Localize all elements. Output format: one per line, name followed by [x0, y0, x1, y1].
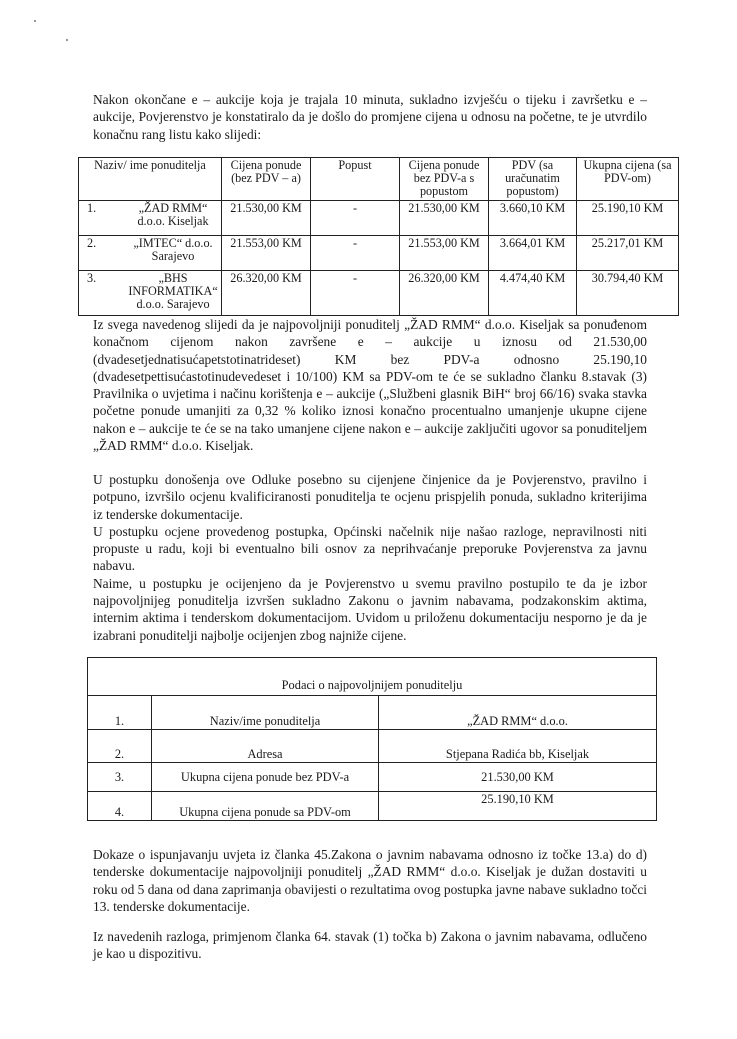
price-cell: 26.320,00 KM [222, 271, 311, 316]
winner-data-table [87, 657, 657, 821]
col-header-discount: Popust [311, 158, 400, 201]
col-header-total: Ukupna cijena (sa PDV-om) [577, 158, 679, 201]
bidder-name: „IMTEC“ d.o.o. Sarajevo [133, 236, 213, 263]
rank-list-table [78, 157, 679, 316]
price-cell: 21.530,00 KM [222, 201, 311, 236]
bidder-name: „ŽAD RMM“ d.o.o. Kiseljak [137, 201, 209, 228]
table-row [88, 696, 657, 730]
row-number: 1. [88, 696, 152, 730]
bidder-cell [79, 201, 222, 236]
row-label: Naziv/ime ponuditelja [152, 696, 379, 730]
total-cell: 30.794,40 KM [577, 271, 679, 316]
facts-paragraph: U postupku donošenja ove Odluke posebno su cijenjene činjenice da je Povjerenstvo, pravilno i potpuno, izvršilo ocjenu kvalificiranosti ponuditelja te ocjenu prispjelih ponuda, sukladno kriterijima iz tenderske dokumentacije. [93, 472, 647, 522]
discount-cell: - [311, 201, 400, 236]
row-label: Adresa [152, 730, 379, 763]
col-header-vat: PDV (sa uračunatim popustom) [489, 158, 577, 201]
row-label: Ukupna cijena ponude bez PDV-a [152, 763, 379, 792]
col-header-discounted-price: Cijena ponude bez PDV-a s popustom [400, 158, 489, 201]
discounted-price-cell: 26.320,00 KM [400, 271, 489, 316]
col-header-bidder: Naziv/ ime ponuditelja [79, 158, 222, 201]
rank-number: 2. [87, 236, 97, 250]
bidder-name: „BHS INFORMATIKA“ d.o.o. Sarajevo [128, 271, 218, 311]
winner-table-title: Podaci o najpovoljnijem ponuditelju [88, 658, 657, 696]
discounted-price-cell: 21.530,00 KM [400, 201, 489, 236]
row-number: 2. [88, 730, 152, 763]
table-row [79, 201, 679, 236]
table-row [88, 763, 657, 792]
bidder-cell [79, 236, 222, 271]
row-label: Ukupna cijena ponude sa PDV-om [152, 792, 379, 821]
row-value: „ŽAD RMM“ d.o.o. [379, 696, 657, 730]
discount-cell: - [311, 271, 400, 316]
row-value: 25.190,10 KM [379, 792, 657, 821]
row-value: Stjepana Radića bb, Kiseljak [379, 730, 657, 763]
namely-paragraph: Naime, u postupku je ocijenjeno da je Povjerenstvo u svemu pravilno postupilo te da je izbor najpovoljnijeg ponuditelja izvršen sukladno Zakonu o javnim nabavama, podzakonskim aktima, internim aktima i tenderskom dokumentacijom. Uvidom u priloženu dokumentaciju nesporno je da je izabrani ponuditelji najbolje ocijenjen zbog najniže cijene. [93, 575, 647, 643]
intro-paragraph: Nakon okončane e – aukcije koja je trajala 10 minuta, sukladno izvješću o tijeku i završetku e – aukcije, Povjerenstvo je konstatiralo da je došlo do promjene cijena u odnosu na početne, te je utvrdilo konačnu rang listu kako slijedi: [93, 92, 647, 142]
rank-number: 3. [87, 271, 97, 285]
evidence-paragraph: Dokaze o ispunjavanju uvjeta iz članka 45.Zakona o javnim nabavama odnosno iz točke 13.a) do d) tenderske dokumentacije najpovoljniji ponuditelj „ŽAD RMM“ d.o.o. Kiseljak je dužan dostaviti u roku od 5 dana od dana zaprimanja obavijesti o rezultatima ovog postupka javne nabave sukladno točci 13. tenderske dokumentacije. [93, 847, 647, 914]
table-row [79, 271, 679, 316]
rank-number: 1. [87, 201, 97, 215]
discount-cell: - [311, 236, 400, 271]
row-number: 3. [88, 763, 152, 792]
vat-cell: 3.660,10 KM [489, 201, 577, 236]
table-row [88, 792, 657, 821]
row-value: 21.530,00 KM [379, 763, 657, 792]
discounted-price-cell: 21.553,00 KM [400, 236, 489, 271]
conclusion-paragraph: Iz svega navedenog slijedi da je najpovoljniji ponuditelj „ŽAD RMM“ d.o.o. Kiseljak sa ponuđenom konačnom cijenom nakon završene e – aukcije u iznosu od 21.530,00 (dvadesetjednatisućapetstotinatrideset) KM bez PDV-a odnosno 25.190,10 (dvadesetpettisućastotinudevedeset i 10/100) KM sa PDV-om te će se sukladno članku 8.stavak (3) Pravilnika o uvjetima i načinu korištenja e – aukcije („Službeni glasnik BiH“ broj 66/16) svaka stavka početne ponude umanjiti za 0,32 % koliko iznosi konačno procentualno umanjenje ukupne cijene nakon e – aukcije te će se na tako umanjene cijene nakon e – aukcije zaključiti ugovor sa ponuditeljem „ŽAD RMM“ d.o.o. Kiseljak. [93, 317, 647, 454]
row-number: 4. [88, 792, 152, 821]
bidder-cell [79, 271, 222, 316]
mayor-paragraph: U postupku ocjene provedenog postupka, Općinski načelnik nije našao razloge, nepravilnosti niti propuste u radu, koji bi eventualno bili osnov za neprihvaćanje preporuke Povjerenstva za javnu nabavu. [93, 523, 647, 574]
price-cell: 21.553,00 KM [222, 236, 311, 271]
winner-table-title-row [88, 658, 657, 696]
reasoning-section [93, 471, 647, 644]
total-cell: 25.217,01 KM [577, 236, 679, 271]
vat-cell: 4.474,40 KM [489, 271, 577, 316]
rank-table-header-row [79, 158, 679, 201]
table-row [88, 730, 657, 763]
scan-speck [34, 20, 36, 22]
vat-cell: 3.664,01 KM [489, 236, 577, 271]
col-header-price: Cijena ponude (bez PDV – a) [222, 158, 311, 201]
scan-speck [66, 39, 68, 41]
total-cell: 25.190,10 KM [577, 201, 679, 236]
final-paragraph: Iz navedenih razloga, primjenom članka 64. stavak (1) točka b) Zakona o javnim nabavama, odlučeno je kao u dispozitivu. [93, 929, 647, 962]
table-row [79, 236, 679, 271]
